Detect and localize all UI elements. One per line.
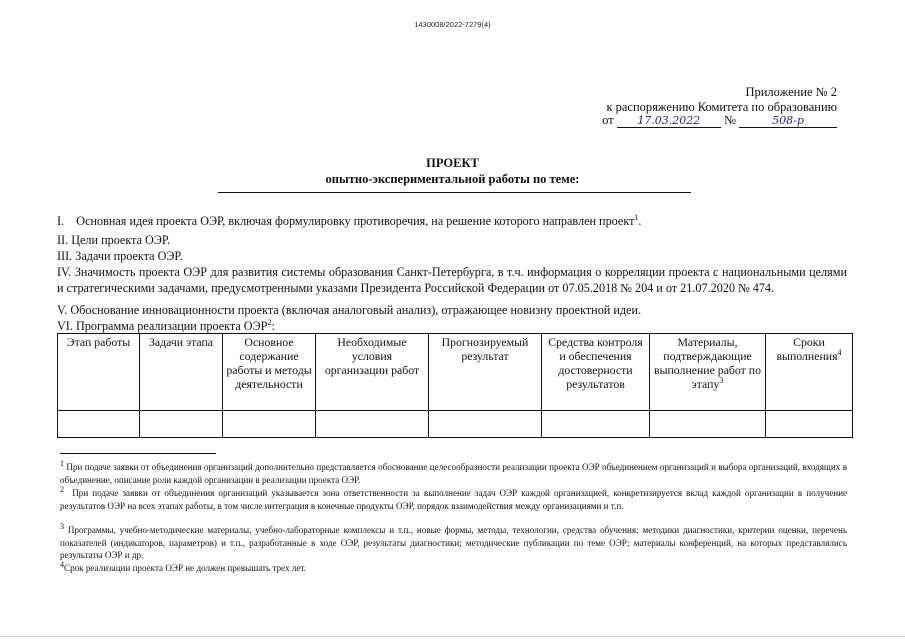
number-label: № (723, 113, 736, 127)
scan-edge (0, 636, 905, 637)
section-6-text: VI. Программа реализации проекта ОЭР (57, 319, 268, 333)
footnote-ref-1: 1 (634, 212, 639, 222)
appendix-number: Приложение № 2 (745, 85, 837, 99)
theme-blank-line (218, 192, 691, 193)
table-cell (58, 411, 140, 438)
footnote-3: $^3$ Программы, учебно-методические материалы, учебно-лабораторные комплексы и т.п., новые формы, методы, технологии, средства обучения; методики диагностики, критерии оценки, перечень показателей (индикаторов, параметров) и т.п., разработанные в ходе ОЭР, результаты диагностики; методические публикации по теме ОЭР; материалы конференций, на которых представлялись результаты ОЭР и др. (60, 521, 847, 560)
program-table (57, 333, 853, 438)
section-4: IV. Значимость проекта ОЭР для развития системы образования Санкт-Петербурга, в т.ч. информация о корреляции проекта с национальными целями и стратегическими задачами, предусмотренными указами Президента Российской Федерации от 07.05.2018 № 204 и от 21.07.2020 № 474. (57, 265, 847, 295)
footnote-ref-2: 2 (267, 317, 272, 327)
registration-number: 1430008/2022-7279(4) (414, 20, 491, 29)
appendix-order-reference: к распоряжению Комитета по образованию (606, 100, 837, 114)
handwritten-date: 17.03.2022 (617, 114, 721, 128)
column-header: Этап работы (58, 334, 140, 411)
footnote-1: $^1$ При подаче заявки от объединения организаций дополнительно представляется обоснование целесообразности реализации проекта ОЭР объединением организаций и выбора организаций, входящих в объединение, описание роли каждой организации в реализации проекта ОЭР. (60, 458, 847, 485)
table-cell (766, 411, 853, 438)
column-header: Средства контроля и обеспечения достоверности результатов (542, 334, 650, 411)
table-cell (316, 411, 429, 438)
section-1: I. Основная идея проекта ОЭР, включая формулировку противоречия, на решение которого направлен проект$^1$. (57, 212, 642, 228)
section-3: III. Задачи проекта ОЭР. (57, 249, 183, 263)
table-header-row (58, 334, 853, 411)
footnote-4: $^4$Срок реализации проекта ОЭР не должен превышать трех лет. (60, 559, 306, 573)
table-row (58, 411, 853, 438)
column-header: Необходимые условия организации работ (316, 334, 429, 411)
section-2: II. Цели проекта ОЭР. (57, 233, 171, 247)
section-1-number: I. (57, 214, 65, 228)
footnote-ref-4: 4 (837, 348, 842, 358)
column-header: Материалы, подтверждающие выполнение работ по этапу$^3$ (650, 334, 766, 411)
table-cell (650, 411, 766, 438)
section-1-text: Основная идея проекта ОЭР, включая формулировку противоречия, на решение которого направлен проект (76, 214, 635, 228)
document-subtitle: опытно-экспериментальной работы по теме: (325, 172, 580, 186)
table-cell (223, 411, 316, 438)
section-6: VI. Программа реализации проекта ОЭР$^2$: (57, 317, 275, 333)
footnote-2: $^2$ При подаче заявки от объединения организаций указывается зона ответственности за выполнение задач ОЭР каждой организацией, конкретизируется вклад каждой организации в получение результатов ОЭР на всех этапах работы, в том числе интеграция в конечные продукты ОЭР, порядок взаимодействия между организациями и т.п. (60, 484, 847, 511)
section-5: V. Обоснование инновационности проекта (включая аналоговый анализ), отражающее новизну проектной идеи. (57, 303, 642, 317)
table-cell (140, 411, 223, 438)
footnote-ref-3: 3 (719, 376, 724, 386)
column-header: Основное содержание работы и методы деятельности (223, 334, 316, 411)
footnote-separator (60, 453, 216, 454)
column-header: Задачи этапа (140, 334, 223, 411)
table-cell (542, 411, 650, 438)
table-cell (429, 411, 542, 438)
column-header: Сроки выполнения$^4$ (766, 334, 853, 411)
column-header: Прогнозируемый результат (429, 334, 542, 411)
date-prefix: от (602, 113, 614, 127)
handwritten-number: 508-р (739, 114, 837, 128)
appendix-date-line (602, 113, 837, 128)
document-title: ПРОЕКТ (426, 156, 479, 170)
